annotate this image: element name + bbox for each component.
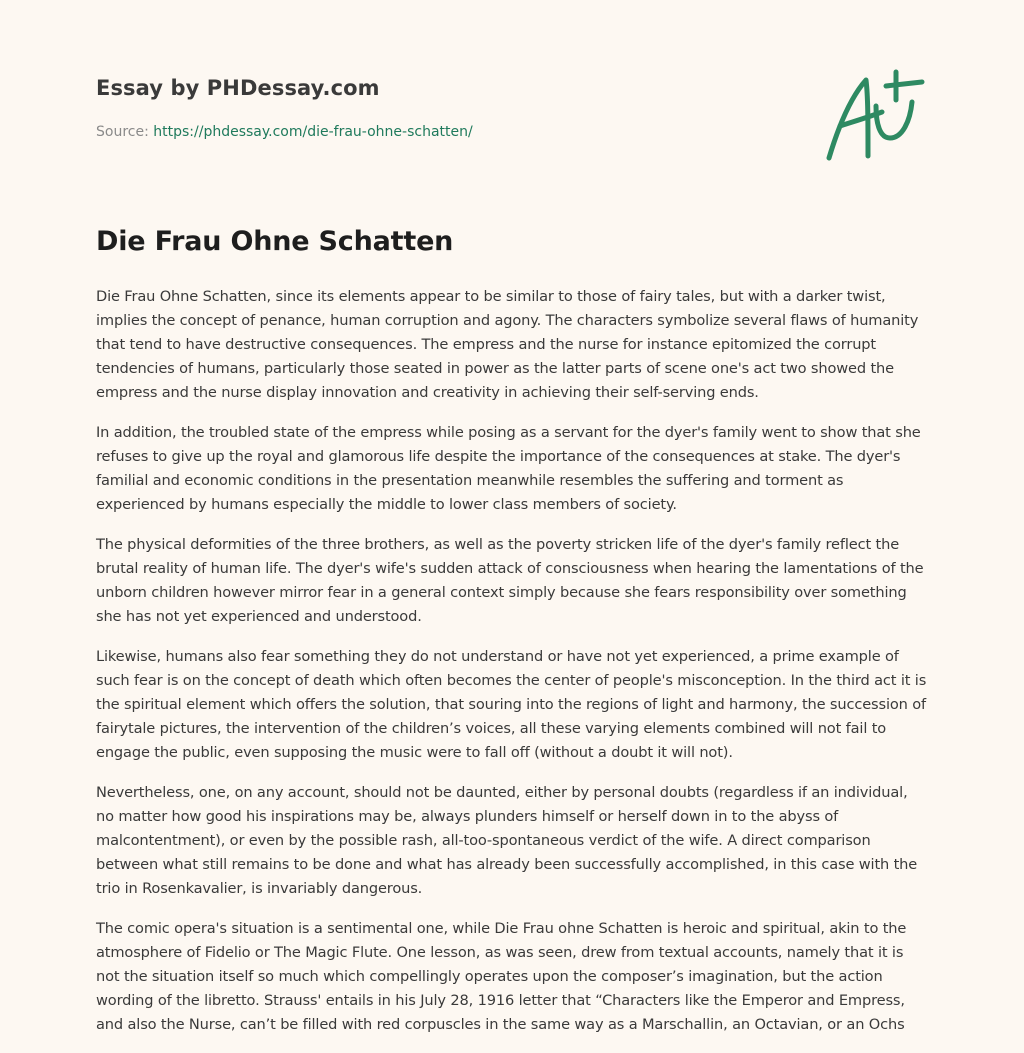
essay-title: Die Frau Ohne Schatten [96, 226, 454, 257]
essay-paragraph: Nevertheless, one, on any account, should not be daunted, either by personal doubts (regardless if an individual, no matter how good his inspirations may be, always plunders himself or herself down in to the abyss of malcontentment), or even by the possible rash, all-too-spontaneous verdict of the wife. A direct comparison between what still remains to be done and what has already been successfully accomplished, in this case with the trio in Rosenkavalier, is invariably dangerous. [96, 784, 918, 897]
essay-paragraph: Die Frau Ohne Schatten, since its elements appear to be similar to those of fairy tales, but with a darker twist, implies the concept of penance, human corruption and agony. The characters symbolize several flaws of humanity that tend to have destructive consequences. The empress and the nurse for instance epitomized the corrupt tendencies of humans, particularly those seated in power as the latter parts of scene one's act two showed the empress and the nurse display innovation and creativity in achieving their self-serving ends. [96, 288, 919, 401]
essay-paragraph: In addition, the troubled state of the empress while posing as a servant for the dyer's family went to show that she refuses to give up the royal and glamorous life despite the importance of the consequences at stake. The dyer's familial and economic conditions in the presentation meanwhile resembles the suffering and torment as experienced by humans especially the middle to lower class members of society. [96, 424, 921, 513]
source-label: Source: [96, 124, 149, 140]
source-link[interactable]: https://phdessay.com/die-frau-ohne-schatten/ [153, 124, 473, 140]
essay-paragraph: Likewise, humans also fear something they do not understand or have not yet experienced, a prime example of such fear is on the concept of death which often becomes the center of people's misconception. In the third act it is the spiritual element which offers the solution, that souring into the regions of light and harmony, the succession of fairytale pictures, the intervention of the children’s voices, all these varying elements combined will not fail to engage the public, even supposing the music were to fall off (without a doubt it will not). [96, 648, 927, 761]
brand-heading: Essay by PHDessay.com [96, 76, 380, 100]
essay-paragraph: The comic opera's situation is a sentimental one, while Die Frau ohne Schatten is heroic and spiritual, akin to the atmosphere of Fidelio or The Magic Flute. One lesson, as was seen, drew from textual accounts, namely that it is not the situation itself so much which compellingly operates upon the composer’s imagination, but the action wording of the libretto. Strauss' entails in his July 28, 1916 letter that “Characters like the Emperor and Empress, and also the Nurse, can’t be filled with red corpuscles in the same way as a Marschallin, an Octavian, or an Ochs [96, 920, 907, 1033]
essay-body [96, 285, 928, 1053]
a-plus-logo-icon [826, 66, 926, 166]
essay-paragraph: The physical deformities of the three brothers, as well as the poverty stricken life of the dyer's family reflect the brutal reality of human life. The dyer's wife's sudden attack of consciousness when hearing the lamentations of the unborn children however mirror fear in a general context simply because she fears responsibility over something she has not yet experienced and understood. [96, 536, 924, 625]
source-line [96, 124, 473, 140]
